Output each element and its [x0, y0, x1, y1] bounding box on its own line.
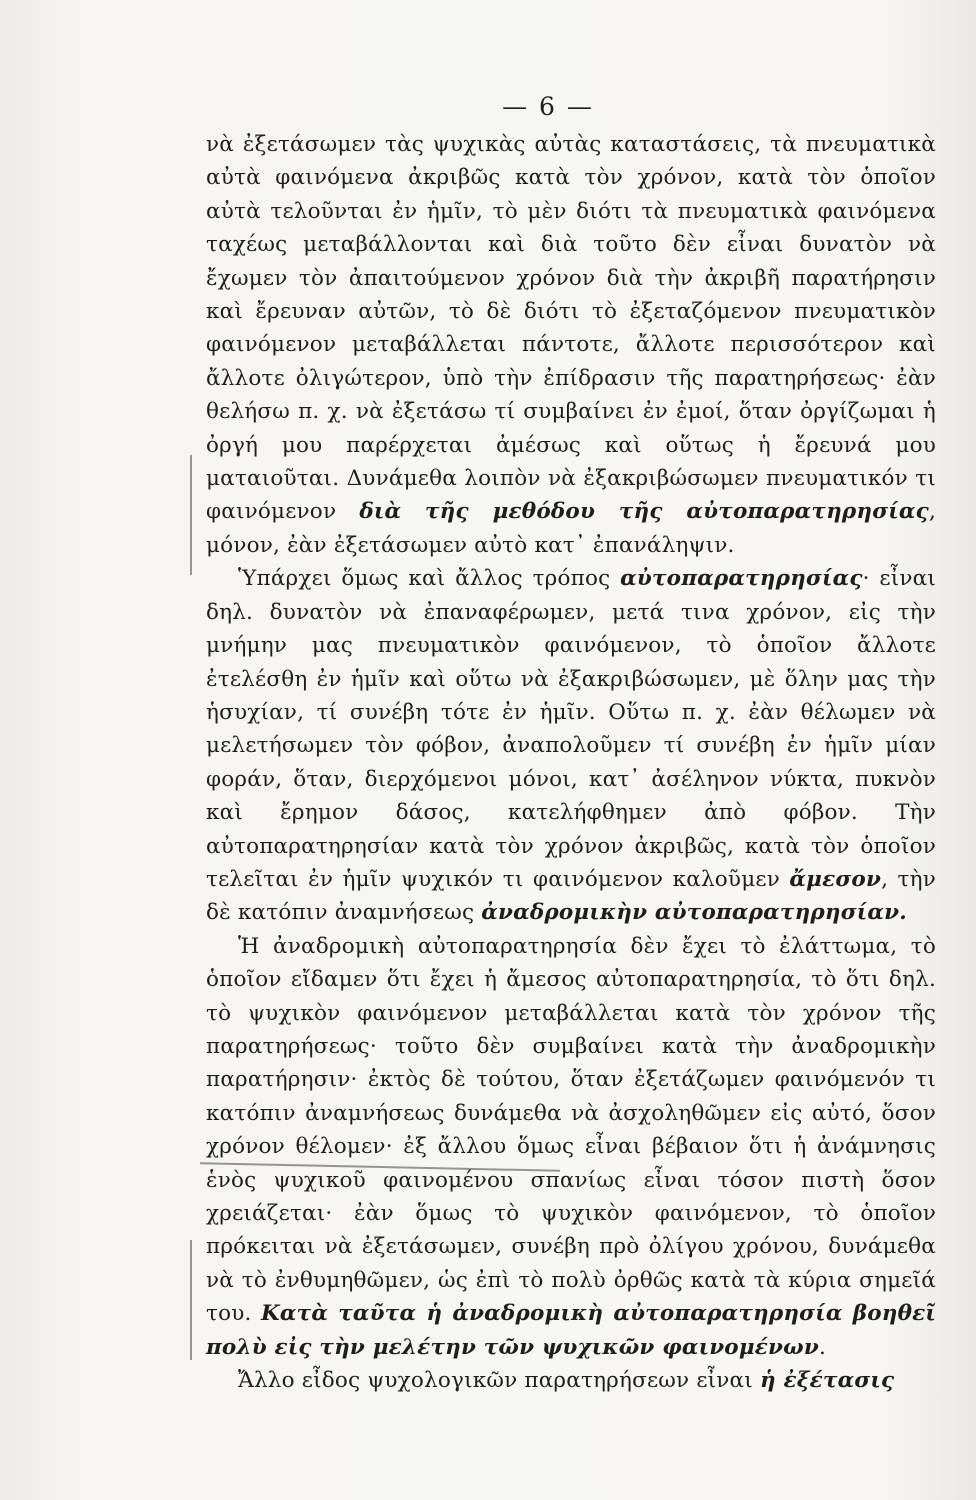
- text-segment: , τὴν δὲ κατόπιν ἀναμνήσεως: [206, 866, 936, 926]
- text-segment: Ἡ ἀναδρομικὴ αὐτοπαρατηρησία δὲν ἔχει τὸ ἐλάττωμα, τὸ ὁποῖον εἴδαμεν ὅτι ἔχει ἡ ἄμεσος αὐτοπαρατηρησία, τὸ ὅτι δηλ. τὸ ψυχικὸν φαινόμενον μεταβάλλεται κατὰ τὸν χρόνον τῆς παρατηρήσεως· τοῦτο δὲν συμβαίνει κατὰ τὴν ἀναδρομικὴν παρατήρησιν· ἐκτὸς δὲ τούτου, ὅταν ἐξετάζωμεν φαινόμενόν τι κατόπιν ἀναμνήσεως δυνάμεθα νὰ ἀσχοληθῶμεν εἰς αὐτό, ὅσον χρόνον θέλομεν· ἐξ ἄλλου ὅμως εἶναι βέβαιον ὅτι ἡ ἀνάμνησις ἑνὸς ψυχικοῦ φαινομένου σπανίως εἶναι τόσον πιστὴ ὅσον χρειάζεται· ἐὰν ὅμως τὸ ψυχικὸν φαινόμενον, τὸ ὁποῖον πρόκειται νὰ ἐξετάσωμεν, συνέβη πρὸ ὀλίγου χρόνου, δυνάμεθα νὰ τὸ ἐνθυμηθῶμεν, ὡς ἐπὶ τὸ πολὺ ὀρθῶς κατὰ τὰ κύρια σημεῖά του.: [206, 933, 936, 1327]
- text-segment: Ἄλλο εἶδος ψυχολογικῶν παρατηρήσεων εἶναι: [238, 1368, 760, 1394]
- emphasized-text: ἄμεσον: [789, 866, 882, 892]
- paragraph: [206, 1364, 936, 1397]
- margin-pencil-mark: [190, 1240, 192, 1360]
- paragraph: [206, 562, 936, 929]
- paragraph: [206, 930, 936, 1364]
- page-number: — 6 —: [502, 92, 594, 121]
- paragraph: [206, 128, 936, 562]
- emphasized-text: Κατὰ ταῦτα ἡ ἀναδρομικὴ αὐτοπαρατηρησία βοηθεῖ πολὺ εἰς τὴν μελέτην τῶν ψυχικῶν φαινομένων: [206, 1301, 936, 1360]
- emphasized-text: ἡ ἐξέτασις: [759, 1368, 895, 1394]
- emphasized-text: ἀναδρομικὴν αὐτοπαρατηρησίαν.: [481, 900, 907, 926]
- text-segment: Ὑπάρχει ὅμως καὶ ἄλλος τρόπος: [238, 566, 621, 592]
- text-segment: , μόνον, ἐὰν ἐξετάσωμεν αὐτὸ κατ᾿ ἐπανάληψιν.: [206, 499, 936, 558]
- emphasized-text: διὰ τῆς μεθόδου τῆς αὐτοπαρατηρησίας: [359, 499, 929, 525]
- text-segment: .: [818, 1334, 827, 1360]
- text-segment: · εἶναι δηλ. δυνατὸν νὰ ἐπαναφέρωμεν, μετά τινα χρόνον, εἰς τὴν μνήμην μας πνευματικὸν φαινόμενον, τὸ ὁποῖον ἄλλοτε ἐτελέσθη ἐν ἡμῖν καὶ οὕτω νὰ ἐξακριβώσωμεν, μὲ ὅλην μας τὴν ἡσυχίαν, τί συνέβη τότε ἐν ἡμῖν. Οὕτω π. χ. ἐὰν θέλωμεν νὰ μελετήσωμεν τὸν φόβον, ἀναπολοῦμεν τί συνέβη ἐν ἡμῖν μίαν φοράν, ὅταν, διερχόμενοι μόνοι, κατ᾿ ἀσέληνον νύκτα, πυκνὸν καὶ ἔρημον δάσος, κατελήφθημεν ἀπὸ φόβον. Τὴν αὐτοπαρατηρησίαν κατὰ τὸν χρόνον ἀκριβῶς, κατὰ τὸν ὁποῖον τελεῖται ἐν ἡμῖν ψυχικόν τι φαινόμενον καλοῦμεν: [206, 566, 937, 892]
- margin-pencil-mark: [190, 455, 192, 575]
- emphasized-text: αὐτοπαρατηρησίας: [620, 566, 863, 592]
- text-segment: νὰ ἐξετάσωμεν τὰς ψυχικὰς αὐτὰς καταστάσεις, τὰ πνευματικὰ αὐτὰ φαινόμενα ἀκριβῶς κατὰ τὸν χρόνον, κατὰ τὸν ὁποῖον αὐτὰ τελοῦνται ἐν ἡμῖν, τὸ μὲν διότι τὰ πνευματικὰ φαινόμενα ταχέως μεταβάλλονται καὶ διὰ τοῦτο δὲν εἶναι δυνατὸν νὰ ἔχωμεν τὸν ἀπαιτούμενον χρόνον διὰ τὴν ἀκριβῆ παρατήρησιν καὶ ἔρευναν αὐτῶν, τὸ δὲ διότι τὸ ἐξεταζόμενον πνευματικὸν φαινόμενον μεταβάλλεται πάντοτε, ἄλλοτε περισσότερον καὶ ἄλλοτε ὀλιγώτερον, ὑπὸ τὴν ἐπίδρασιν τῆς παρατηρήσεως· ἐὰν θελήσω π. χ. νὰ ἐξετάσω τί συμβαίνει ἐν ἐμοί, ὅταν ὀργίζωμαι ἡ ὀργή μου παρέρχεται ἀμέσως καὶ οὕτως ἡ ἔρευνά μου ματαιοῦται. Δυνάμεθα λοιπὸν νὰ ἐξακριβώσωμεν πνευματικόν τι φαινόμενον: [206, 132, 936, 525]
- body-text: [206, 128, 936, 1397]
